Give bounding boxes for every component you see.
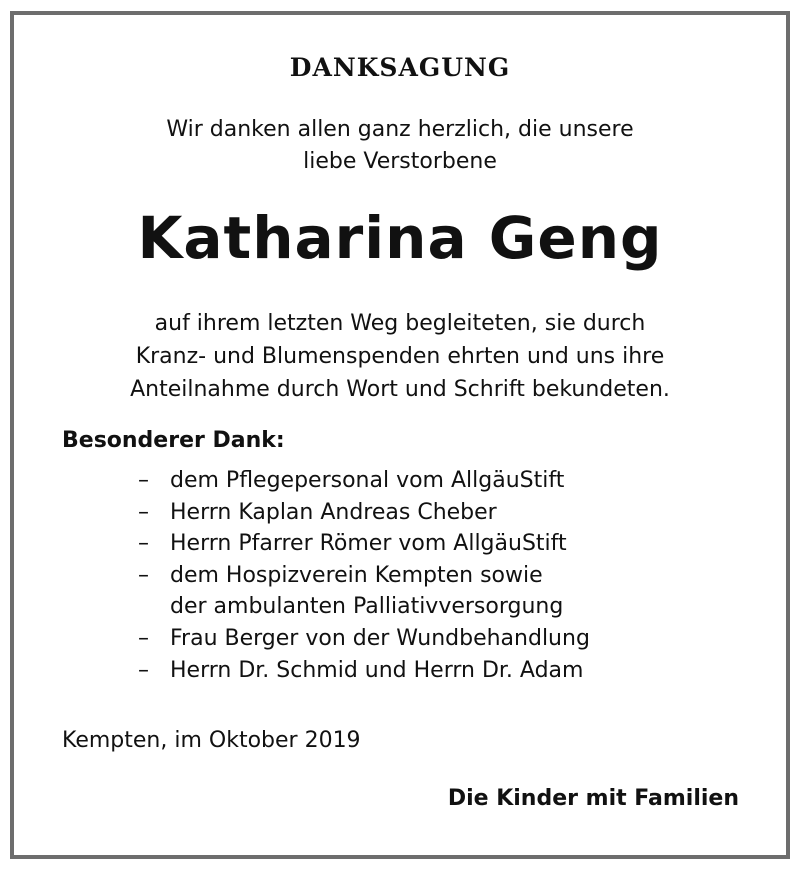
list-item — [138, 655, 590, 687]
list-item — [138, 465, 590, 497]
list-item-text: Herrn Dr. Schmid und Herrn Dr. Adam — [170, 657, 584, 683]
intro-line: Wir danken allen ganz herzlich, die unsere — [166, 117, 634, 142]
body-text — [0, 307, 800, 406]
special-thanks-list — [138, 465, 590, 686]
list-item — [138, 528, 590, 560]
dash-marker: – — [138, 562, 149, 588]
intro-text — [0, 114, 800, 178]
dash-marker: – — [138, 499, 149, 525]
body-line: auf ihrem letzten Weg begleiteten, sie durch — [154, 311, 646, 336]
list-item-text: Herrn Pfarrer Römer vom AllgäuStift — [170, 531, 567, 557]
list-item — [138, 623, 590, 655]
body-line: Anteilnahme durch Wort und Schrift bekundeten. — [130, 377, 670, 402]
list-item-text: dem Pflegepersonal vom AllgäuStift — [170, 468, 565, 493]
list-item — [138, 497, 590, 529]
list-item-text: der ambulanten Palliativversorgung — [170, 594, 564, 620]
list-item-text: dem Hospizverein Kempten sowie — [170, 562, 543, 588]
intro-line: liebe Verstorbene — [303, 149, 497, 174]
body-line: Kranz- und Blumenspenden ehrten und uns ihre — [135, 344, 665, 369]
dash-spacer — [138, 591, 170, 623]
deceased-name: Katharina Geng — [137, 204, 663, 272]
dash-marker: – — [138, 657, 149, 683]
list-item — [138, 560, 590, 592]
dash-marker: – — [138, 468, 149, 493]
list-item-continuation — [138, 591, 590, 623]
notice-headline: DANKSAGUNG — [289, 53, 511, 82]
signature: Die Kinder mit Familien — [447, 786, 739, 811]
special-thanks-heading: Besonderer Dank: — [62, 428, 285, 453]
list-item-text: Frau Berger von der Wundbehandlung — [170, 625, 590, 651]
list-item-text: Herrn Kaplan Andreas Cheber — [170, 499, 497, 525]
dash-marker: – — [138, 625, 149, 651]
dash-marker: – — [138, 531, 149, 557]
place-date: Kempten, im Oktober 2019 — [62, 728, 361, 753]
